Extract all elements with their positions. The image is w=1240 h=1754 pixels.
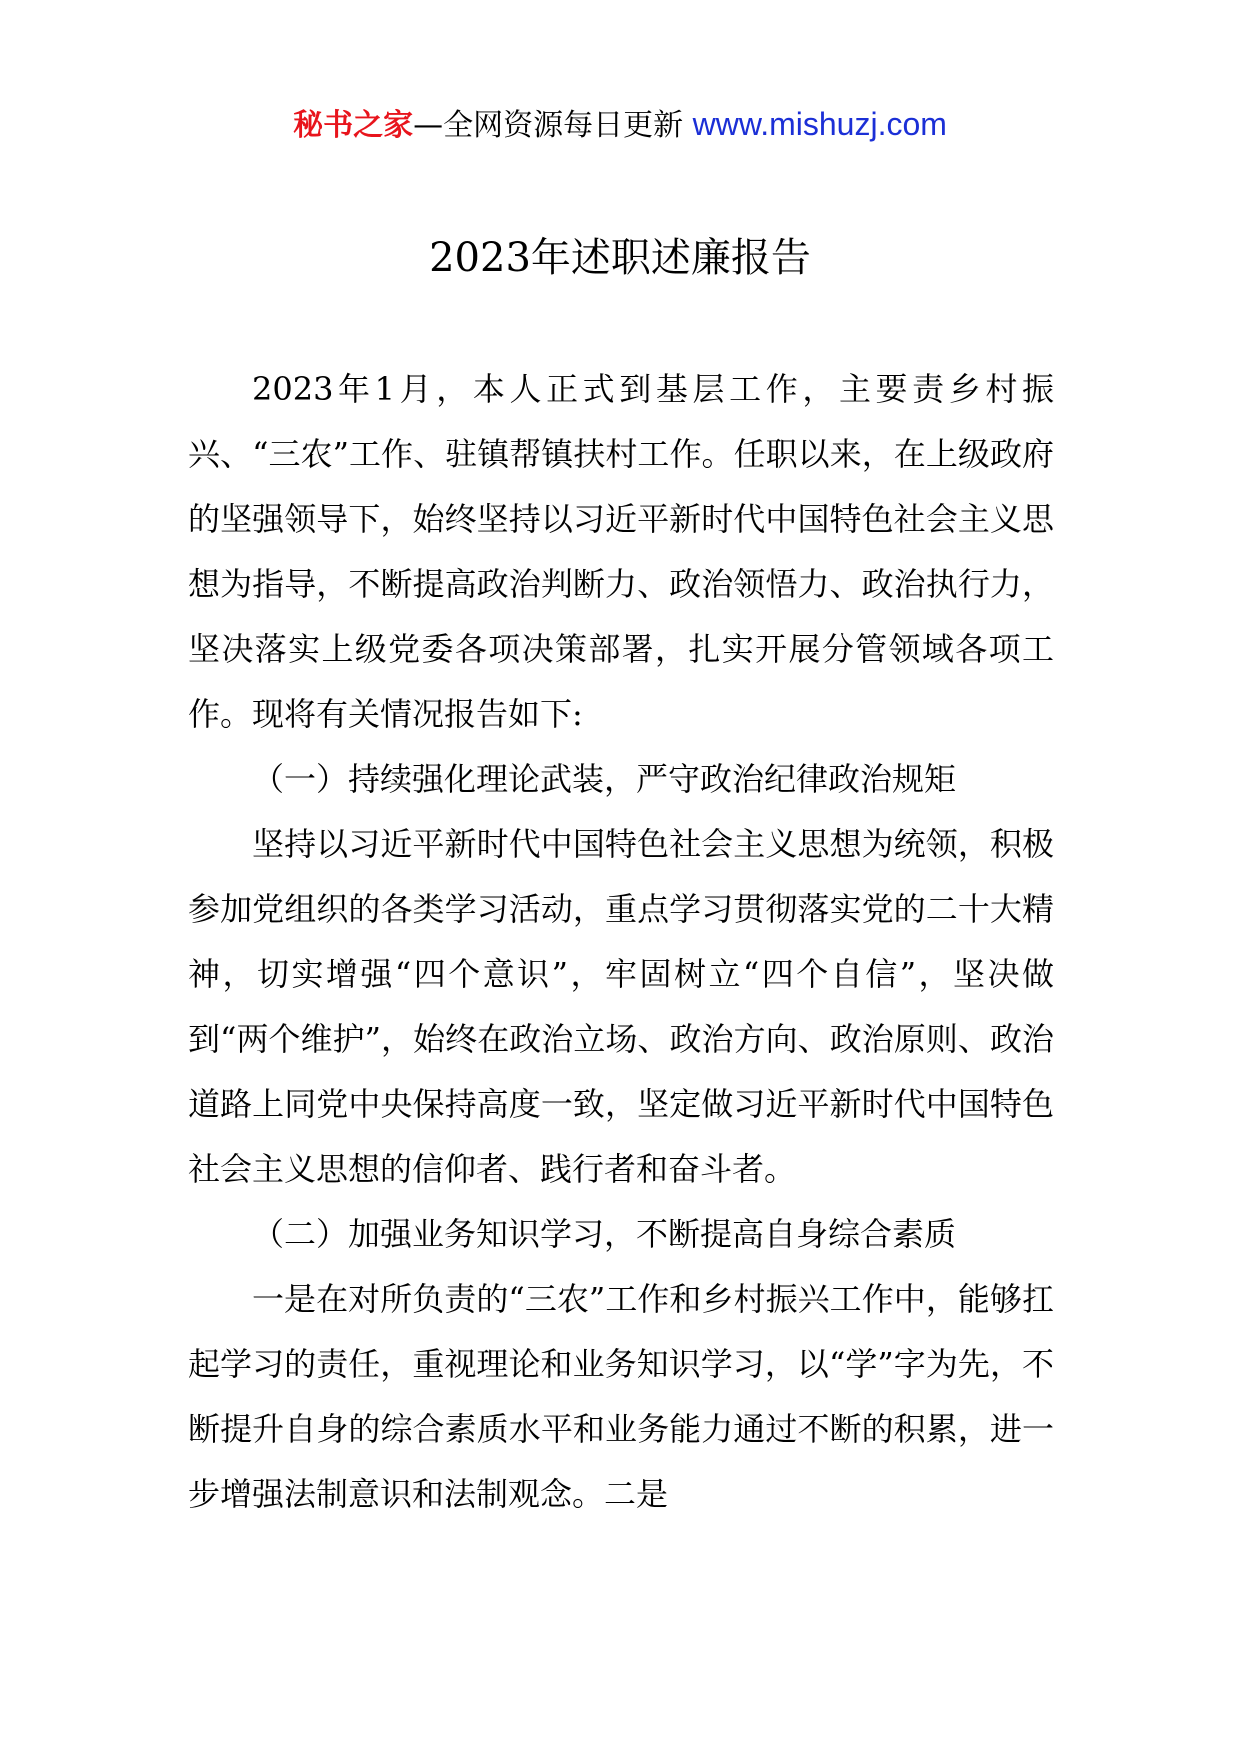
document-body [188, 357, 1054, 1527]
site-header [0, 100, 1240, 150]
document-title: 2023年述职述廉报告 [429, 235, 811, 281]
paragraph-section-2: 一是在对所负责的“三农”工作和乡村振兴工作中，能够扛起学习的责任，重视理论和业务知识学习，以“学”字为先，不断提升自身的综合素质水平和业务能力通过不断的积累，进一步增强法制意识和法制观念。二是 [188, 1280, 1054, 1513]
paragraph-intro: 2023年1月，本人正式到基层工作，主要责乡村振兴、“三农”工作、驻镇帮镇扶村工作。任职以来，在上级政府的坚强领导下，始终坚持以习近平新时代中国特色社会主义思想为指导，不断提高政治判断力、政治领悟力、政治执行力，坚决落实上级党委各项决策部署，扎实开展分管领域各项工作。现将有关情况报告如下: [188, 370, 1054, 733]
brand-name: 秘书之家 [293, 108, 414, 143]
section-heading-2: （二）加强业务知识学习，不断提高自身综合素质 [252, 1215, 957, 1253]
header-tagline: —全网资源每日更新 [413, 108, 693, 143]
paragraph-section-1: 坚持以习近平新时代中国特色社会主义思想为统领，积极参加党组织的各类学习活动，重点学习贯彻落实党的二十大精神，切实增强“四个意识”，牢固树立“四个自信”，坚决做到“两个维护”，始终在政治立场、政治方向、政治原则、政治道路上同党中央保持高度一致，坚定做习近平新时代中国特色社会主义思想的信仰者、践行者和奋斗者。 [188, 825, 1054, 1188]
site-url[interactable]: www.mishuzj.com [692, 106, 947, 142]
section-heading-1: （一）持续强化理论武装，严守政治纪律政治规矩 [252, 760, 957, 798]
